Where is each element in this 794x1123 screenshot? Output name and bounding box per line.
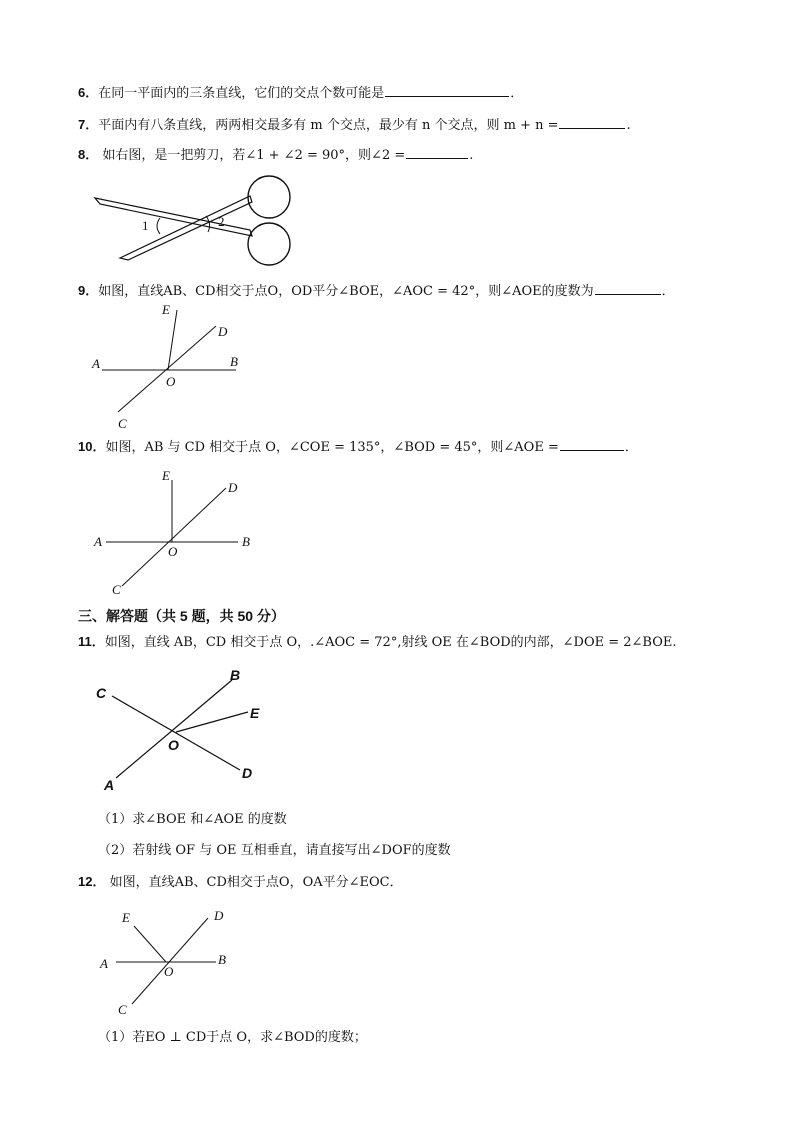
label-A: A [94, 534, 102, 549]
question-number: 12． [78, 874, 106, 889]
question-9 [78, 282, 675, 300]
question-8 [78, 146, 473, 164]
label-E: E [162, 468, 170, 483]
scissors-figure [90, 172, 300, 272]
label-O: O [166, 374, 176, 389]
punctuation: . [626, 118, 631, 133]
label-C: C [96, 685, 107, 701]
question-text: 如右图，是一把剪刀，若∠1 + ∠2 = 90°，则∠2 = [98, 148, 406, 163]
label-D: D [228, 480, 238, 495]
label-E: E [250, 705, 260, 721]
question-7 [78, 116, 631, 134]
question-number: 11． [78, 634, 105, 649]
section-heading: 三、解答题（共 5 题，共 50 分） [78, 608, 285, 624]
punctuation: . [469, 148, 474, 163]
q11-figure [90, 660, 280, 795]
question-text: 如图，AB 与 CD 相交于点 O，∠COE = 135°，∠BOD = 45°，则∠AOE = [105, 440, 559, 455]
answer-blank[interactable] [595, 282, 661, 295]
question-12 [78, 874, 403, 891]
question-11 [78, 634, 677, 651]
label-C: C [118, 1002, 127, 1017]
question-number: 9． [78, 283, 99, 298]
angle-label-1: 1 [142, 218, 149, 233]
label-E: E [122, 910, 130, 925]
question-number: 7． [78, 117, 99, 132]
question-text: 如图，直线AB、CD相交于点O，OA平分∠EOC． [105, 875, 403, 890]
q10-figure [92, 462, 262, 602]
question-number: 6． [78, 85, 99, 100]
label-O: O [168, 737, 179, 753]
handle-circle-top [248, 176, 290, 218]
label-D: D [218, 324, 228, 339]
label-B: B [218, 952, 226, 967]
question-text: 如图，直线AB、CD相交于点O，OD平分∠BOE，∠AOC = 42°，则∠AOE的度数为 [98, 284, 594, 299]
question-text: 平面内有八条直线，两两相交最多有 m 个交点，最少有 n 个交点，则 m + n = [98, 118, 559, 133]
label-O: O [164, 964, 174, 979]
label-E: E [162, 302, 170, 317]
label-O: O [168, 544, 178, 559]
q11-sub-1: （1）求∠BOE 和∠AOE 的度数 [98, 812, 287, 827]
label-D: D [242, 765, 253, 781]
label-B: B [242, 534, 250, 549]
question-number: 10． [78, 439, 106, 454]
question-text: 在同一平面内的三条直线，它们的交点个数可能是 [98, 86, 385, 101]
question-10 [78, 438, 638, 456]
label-C: C [112, 582, 121, 597]
label-A: A [104, 777, 115, 793]
label-C: C [118, 416, 127, 431]
label-D: D [214, 908, 224, 923]
q12-sub-1: （1）若EO ⊥ CD于点 O，求∠BOD的度数； [98, 1030, 367, 1045]
question-number: 8． [78, 147, 99, 162]
punctuation: ． [661, 284, 675, 299]
label-A: A [92, 356, 100, 371]
label-B: B [230, 354, 238, 369]
answer-blank[interactable] [406, 146, 468, 159]
question-text: 如图，直线 AB，CD 相交于点 O，.∠AOC = 72°,射线 OE 在∠BOD的内部，∠DOE = 2∠BOE. [104, 635, 677, 650]
label-B: B [230, 667, 241, 683]
answer-blank[interactable] [560, 438, 624, 451]
angle-label-2: 2 [218, 214, 225, 229]
handle-circle-bottom [248, 223, 290, 265]
answer-blank[interactable] [559, 116, 625, 129]
q12-figure [96, 902, 246, 1022]
q9-figure [90, 300, 260, 435]
punctuation: ． [624, 440, 638, 455]
label-A: A [100, 956, 108, 971]
punctuation: ． [510, 86, 524, 101]
q11-sub-2: （2）若射线 OF 与 OE 互相垂直，请直接写出∠DOF的度数 [98, 843, 451, 858]
question-6 [78, 84, 523, 102]
answer-blank[interactable] [385, 84, 509, 97]
